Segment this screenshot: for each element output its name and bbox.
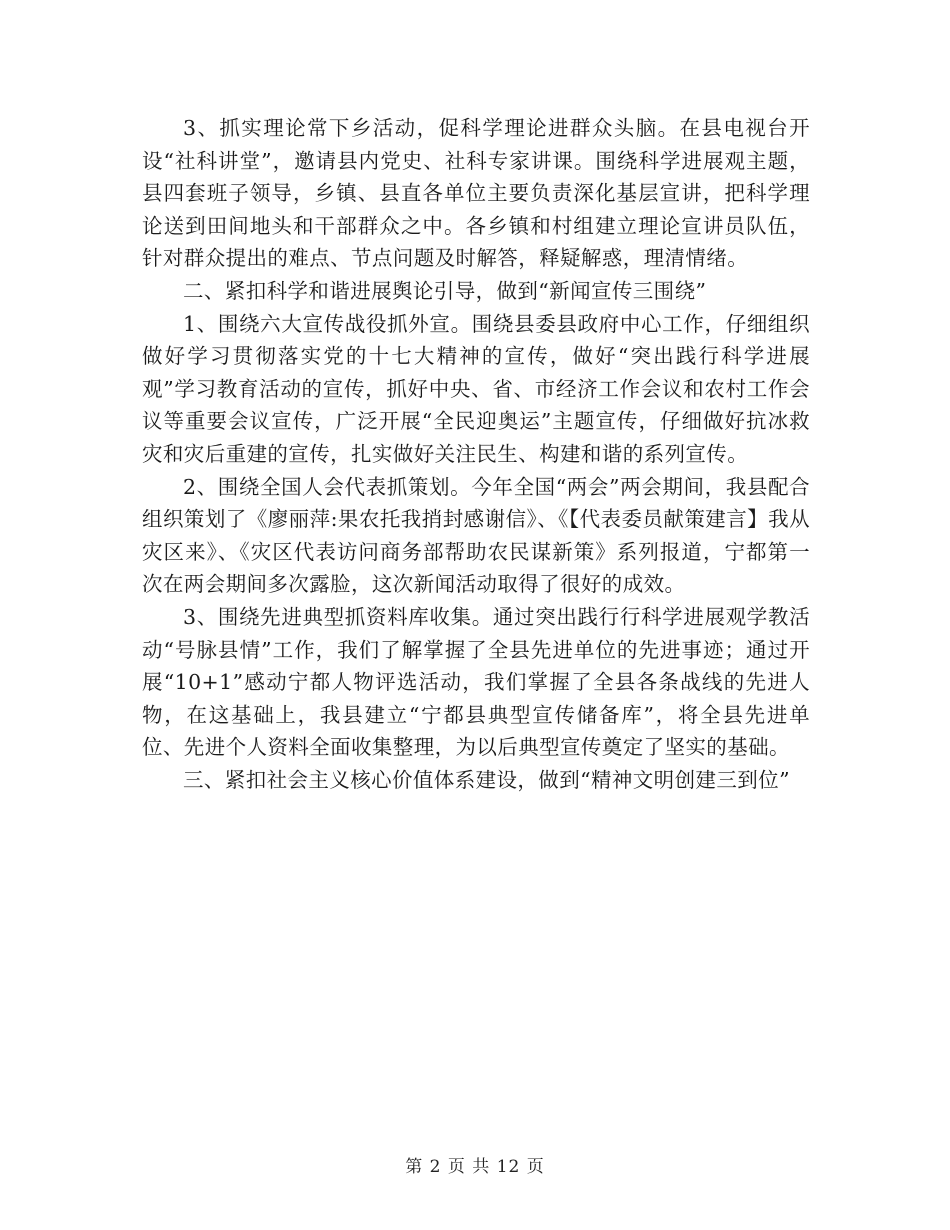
paragraph-advanced-models-database: 3、围绕先进典型抓资料库收集。通过突出践行行科学进展观学教活动“号脉县情”工作，我们了解掌握了全县先进单位的先进事迹；通过开展“10+1”感动宁都人物评选活动，我们掌握了全县各条战线的先进人物，在这基础上，我县建立“宁都县典型宣传储备库”，将全县先进单位、先进个人资料全面收集整理，为以后典型宣传奠定了坚实的基础。 <box>142 604 810 760</box>
paragraph-external-publicity: 1、围绕六大宣传战役抓外宣。围绕县委县政府中心工作，仔细组织做好学习贯彻落实党的十七大精神的宣传，做好“突出践行科学进展观”学习教育活动的宣传，抓好中央、省、市经济工作会议和农村工作会议等重要会议宣传，广泛开展“全民迎奥运”主题宣传，仔细做好抗冰救灾和灾后重建的宣传，扎实做好关注民生、构建和谐的系列宣传。 <box>142 311 810 466</box>
page-footer <box>0 1152 950 1177</box>
paragraph-theory-outreach: 3、抓实理论常下乡活动，促科学理论进群众头脑。在县电视台开设“社科讲堂”，邀请县内党史、社科专家讲课。围绕科学进展观主题，县四套班子领导，乡镇、县直各单位主要负责深化基层宣讲，把科学理论送到田间地头和干部群众之中。各乡镇和村组建立理论宣讲员队伍，针对群众提出的难点、节点问题及时解答，释疑解惑，理清情绪。 <box>142 116 810 271</box>
paragraph-two-sessions-planning: 2、围绕全国人会代表抓策划。今年全国“两会”两会期间，我县配合组织策划了《廖丽萍:果农托我捎封感谢信》、《【代表委员献策建言】我从灾区来》、《灾区代表访问商务部帮助农民谋新策》系列报道，宁都第一次在两会期间多次露脸，这次新闻活动取得了很好的成效。 <box>142 474 810 597</box>
document-body <box>142 112 810 796</box>
section-heading-spiritual-civilization: 三、紧扣社会主义核心价值体系建设，做到“精神文明创建三到位” <box>183 767 790 792</box>
section-heading-news-publicity: 二、紧扣科学和谐进展舆论引导，做到“新闻宣传三围绕” <box>183 278 707 303</box>
page-number: 第 2 页 共 12 页 <box>405 1157 545 1177</box>
